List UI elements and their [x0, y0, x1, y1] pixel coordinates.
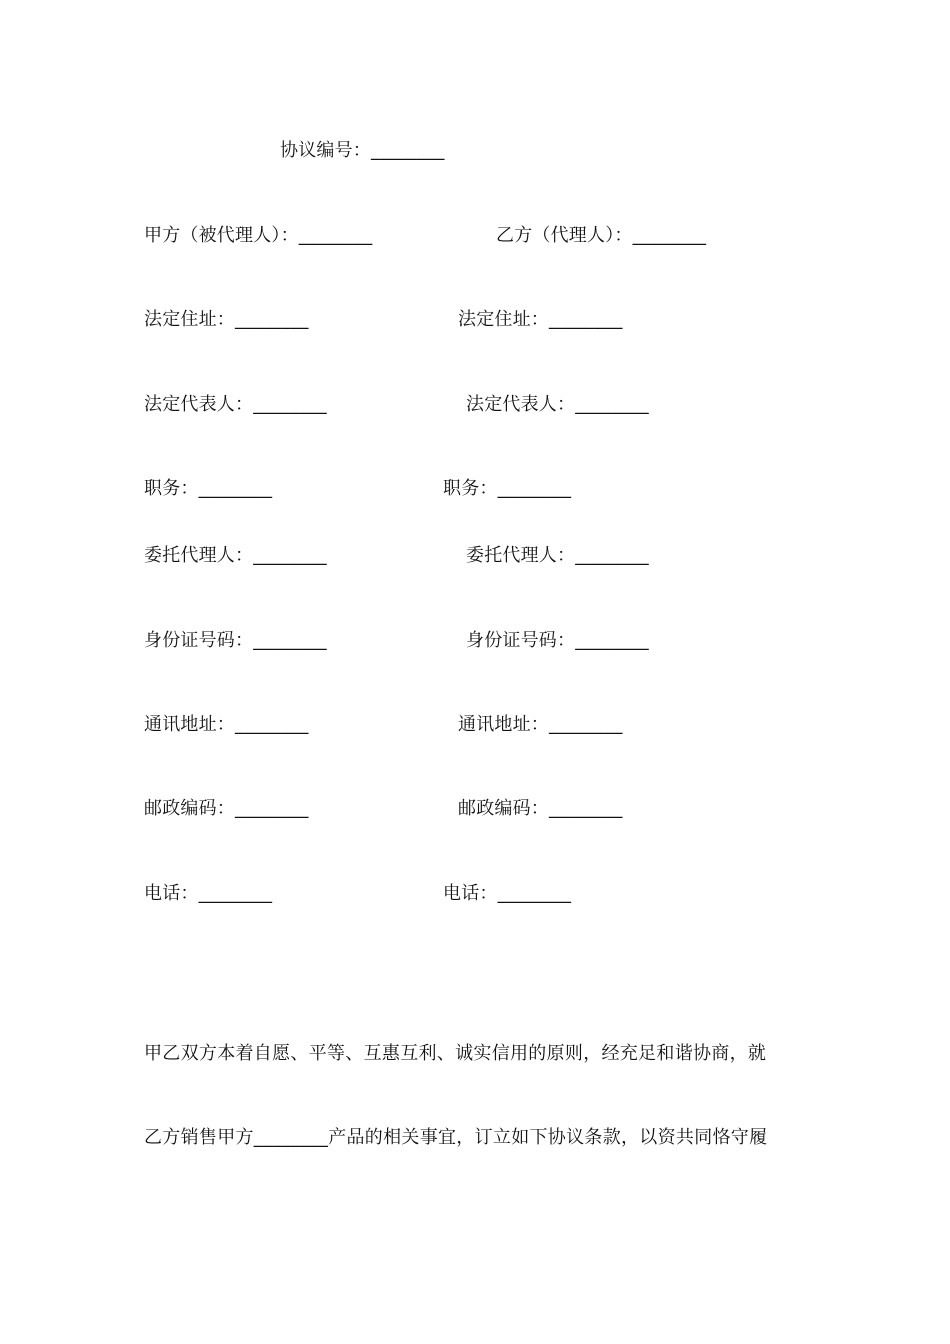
party-a-agent: 委托代理人：________: [144, 545, 327, 566]
party-b-phone: 电话：________: [443, 883, 572, 904]
body-paragraph-line-1: 甲乙双方本着自愿、平等、互惠互利、诚实信用的原则，经充足和谐协商，就: [144, 1043, 767, 1064]
party-a-legal-rep: 法定代表人：________: [144, 394, 327, 415]
party-a-phone: 电话：________: [144, 883, 273, 904]
party-a-title: 甲方（被代理人）：________: [144, 225, 373, 246]
party-b-address: 法定住址：________: [458, 309, 623, 330]
party-a-postcode: 邮政编码：________: [144, 798, 309, 819]
body-paragraph-line-2: 乙方销售甲方________产品的相关事宜，订立如下协议条款，以资共同恪守履: [144, 1127, 768, 1148]
party-a-address: 法定住址：________: [144, 309, 309, 330]
party-a-mail-address: 通讯地址：________: [144, 714, 309, 735]
party-a-position: 职务：________: [144, 478, 273, 499]
agreement-number: 协议编号：________: [280, 140, 445, 161]
party-b-id-number: 身份证号码：________: [466, 630, 649, 651]
party-b-title: 乙方（代理人）：________: [496, 225, 707, 246]
party-b-mail-address: 通讯地址：________: [458, 714, 623, 735]
party-b-agent: 委托代理人：________: [466, 545, 649, 566]
party-b-position: 职务：________: [443, 478, 572, 499]
party-a-id-number: 身份证号码：________: [144, 630, 327, 651]
party-b-legal-rep: 法定代表人：________: [466, 394, 649, 415]
party-b-postcode: 邮政编码：________: [458, 798, 623, 819]
